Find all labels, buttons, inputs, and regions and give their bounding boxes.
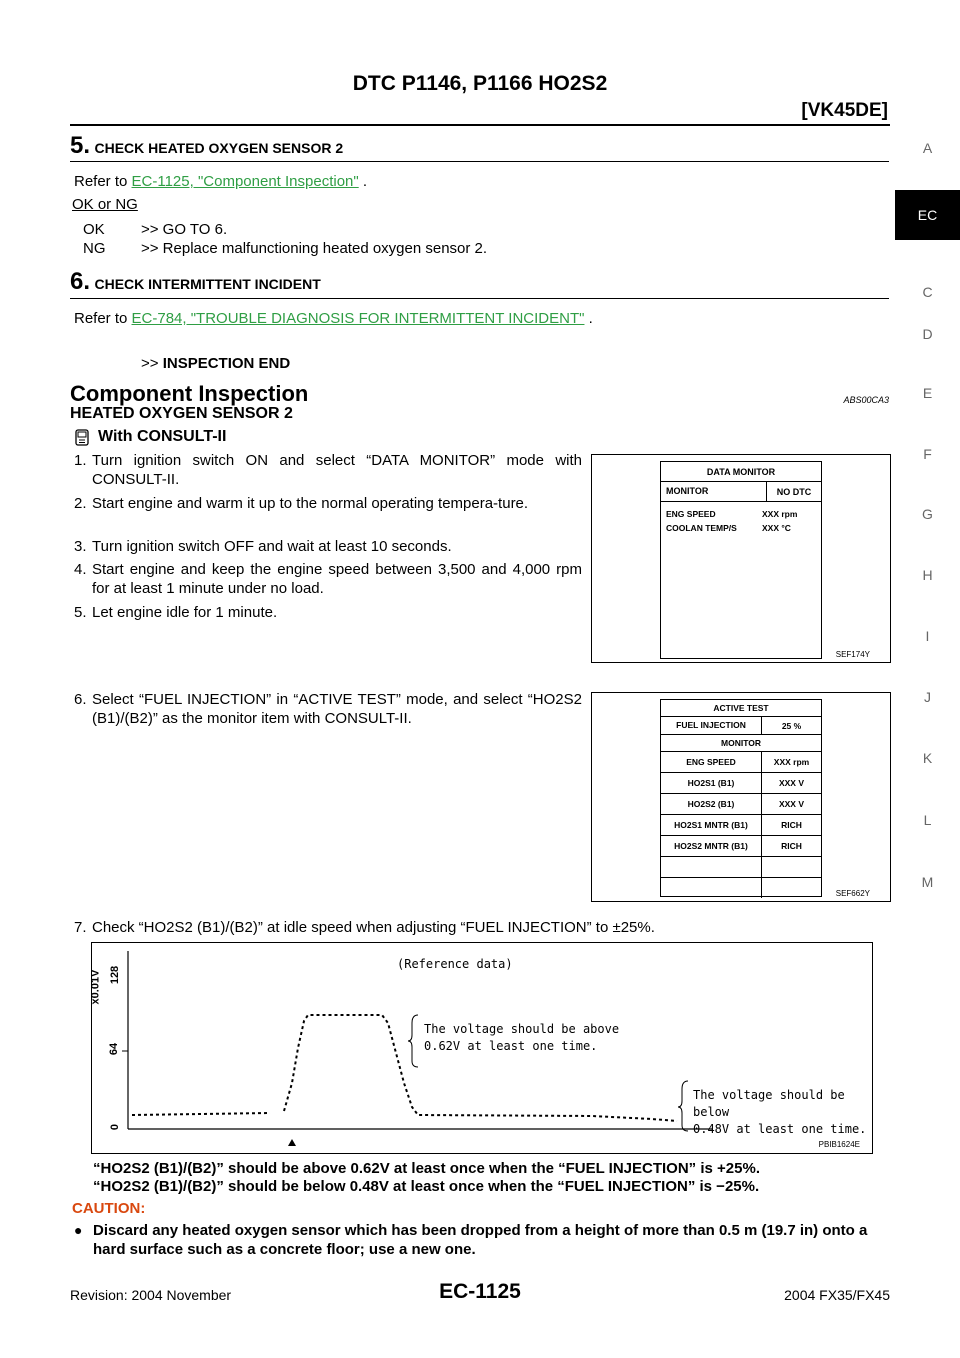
coolant-label: COOLAN TEMP/S <box>666 523 737 533</box>
side-tab-l[interactable]: L <box>923 812 932 828</box>
step5-heading <box>70 132 343 160</box>
monitor-row <box>661 794 821 815</box>
list-item <box>74 451 589 489</box>
coolant-value: XXX °C <box>762 523 791 533</box>
side-tab-d[interactable]: D <box>922 326 933 342</box>
with-consult-label: With CONSULT-II <box>98 428 227 445</box>
caution-label: CAUTION: <box>72 1200 146 1217</box>
screen-col-row <box>661 482 821 502</box>
side-tab-a[interactable]: A <box>922 140 933 156</box>
note-below <box>693 1087 872 1138</box>
bracket-below <box>678 1081 688 1131</box>
list-num: 2. <box>74 495 87 512</box>
result-line-1: “HO2S2 (B1)/(B2)” should be above 0.62V at least once when the “FUEL INJECTION” is +25%. <box>93 1160 760 1177</box>
fuel-injection-row <box>661 717 821 735</box>
side-tab-ec[interactable]: EC <box>895 190 960 240</box>
subsection-title: HEATED OXYGEN SENSOR 2 <box>70 405 293 422</box>
y-tick-0: 0 <box>109 1123 122 1131</box>
with-consult-heading <box>72 427 226 447</box>
reference-label: (Reference data) <box>397 957 513 971</box>
figure-code: PBIB1624E <box>818 1140 860 1149</box>
note-above <box>424 1021 619 1055</box>
caution-text: Discard any heated oxygen sensor which has been dropped from a height of more than 0.5 m (19.7 in) onto a hard surface such as a concrete floor; use a new one. <box>93 1222 868 1258</box>
note-above-line2: 0.62V at least one time. <box>424 1039 598 1053</box>
page-header-title: DTC P1146, P1166 HO2S2 <box>352 72 608 95</box>
y-tick-128: 128 <box>109 965 122 985</box>
note-above-line1: The voltage should be above <box>424 1022 620 1036</box>
monitor-value: XXX V <box>778 799 805 809</box>
side-tab-index <box>895 140 960 910</box>
bullet-icon: ● <box>74 1222 83 1238</box>
list-text: Turn ignition switch ON and select “DATA MONITOR” mode with CONSULT-II. <box>92 452 582 488</box>
refer-prefix: Refer to <box>74 173 128 190</box>
figure-active-test <box>591 692 891 902</box>
step-number: 6. <box>70 268 91 295</box>
list-item <box>74 537 589 556</box>
list-text: Check “HO2S2 (B1)/(B2)” at idle speed when adjusting “FUEL INJECTION” to ±25%. <box>92 919 655 936</box>
link-intermittent-incident[interactable]: EC-784, "TROUBLE DIAGNOSIS FOR INTERMITTENT INCIDENT" <box>131 310 585 327</box>
monitor-value: RICH <box>781 841 802 851</box>
list-text: Let engine idle for 1 minute. <box>92 604 278 621</box>
list-text: Turn ignition switch OFF and wait at least 10 seconds. <box>92 538 452 555</box>
monitor-value: XXX V <box>778 778 805 788</box>
footer-page-number: EC-1125 <box>439 1280 521 1303</box>
section-code: ABS00CA3 <box>843 395 889 405</box>
bracket-above <box>408 1015 418 1067</box>
side-tab-j[interactable]: J <box>924 689 931 705</box>
monitor-label: HO2S2 MNTR (B1) <box>661 836 762 856</box>
figure-data-monitor <box>591 454 891 663</box>
step6-refer <box>74 310 593 327</box>
monitor-value: RICH <box>781 820 802 830</box>
step-rule <box>70 161 889 162</box>
list-num: 5. <box>74 604 87 621</box>
figure-voltage-waveform <box>91 942 873 1154</box>
engine-code: [VK45DE] <box>801 100 888 121</box>
monitor-row-empty <box>661 857 821 878</box>
figure-code: SEF662Y <box>835 889 870 898</box>
data-monitor-screen <box>660 461 822 659</box>
screen-header: ACTIVE TEST <box>661 700 821 717</box>
list-item <box>74 603 589 622</box>
side-tab-k[interactable]: K <box>922 750 933 766</box>
monitor-label: ENG SPEED <box>661 752 762 772</box>
monitor-row <box>661 752 821 773</box>
end-text: INSPECTION END <box>162 355 291 372</box>
list-text: Select “FUEL INJECTION” in “ACTIVE TEST” mode, and select “HO2S2 (B1)/(B2)” as the monitor item with CONSULT-II. <box>92 691 582 727</box>
y-unit-label: x0.01V <box>89 969 102 1005</box>
list-item <box>74 494 589 513</box>
note-below-line2: 0.48V at least one time. <box>693 1122 867 1136</box>
side-tab-m[interactable]: M <box>921 874 934 890</box>
list-num: 1. <box>74 452 87 469</box>
list-num: 6. <box>74 691 87 708</box>
link-component-inspection[interactable]: EC-1125, "Component Inspection" <box>131 173 359 190</box>
list-item <box>74 690 589 728</box>
col-no-dtc: NO DTC <box>776 486 812 497</box>
ok-or-ng-label: OK or NG <box>72 196 138 213</box>
step5-refer <box>74 173 367 190</box>
header-rule <box>70 124 890 126</box>
step-title: CHECK INTERMITTENT INCIDENT <box>94 276 321 292</box>
monitor-row-empty <box>661 878 821 898</box>
footer-revision: Revision: 2004 November <box>70 1287 232 1303</box>
list-item <box>74 560 589 598</box>
list-num: 3. <box>74 538 87 555</box>
result-line-2: “HO2S2 (B1)/(B2)” should be below 0.48V at least once when the “FUEL INJECTION” is −25%. <box>93 1178 760 1195</box>
list-num: 7. <box>74 919 87 936</box>
list-item <box>74 918 874 937</box>
side-tab-f[interactable]: F <box>923 446 932 462</box>
footer-model: 2004 FX35/FX45 <box>784 1287 890 1303</box>
figure-code: SEF174Y <box>835 650 870 659</box>
monitor-header: MONITOR <box>661 735 821 752</box>
list-num: 4. <box>74 561 87 578</box>
side-tab-g[interactable]: G <box>922 506 933 522</box>
side-tab-h[interactable]: H <box>922 567 933 583</box>
marker-triangle <box>288 1139 296 1146</box>
fuel-injection-label: FUEL INJECTION <box>661 717 762 734</box>
note-below-line1: The voltage should be below <box>693 1088 845 1119</box>
step6-heading <box>70 268 321 296</box>
monitor-row <box>661 815 821 836</box>
list-text: Start engine and keep the engine speed between 3,500 and 4,000 rpm for at least 1 minute under no load. <box>92 561 582 597</box>
screen-values <box>661 502 821 535</box>
side-tab-i[interactable]: I <box>925 628 930 644</box>
active-test-screen <box>660 699 822 897</box>
ng-text: >> Replace malfunctioning heated oxygen sensor 2. <box>141 240 488 257</box>
monitor-row <box>661 836 821 857</box>
monitor-value: XXX rpm <box>773 757 810 767</box>
screen-header: DATA MONITOR <box>661 462 821 482</box>
caution-item <box>74 1221 884 1259</box>
ok-label: OK <box>83 221 105 238</box>
consult-tester-icon <box>72 427 92 447</box>
end-prefix: >> <box>141 355 159 372</box>
monitor-label: HO2S1 (B1) <box>661 773 762 793</box>
monitor-label: HO2S1 MNTR (B1) <box>661 815 762 835</box>
y-unit-block <box>89 949 124 1009</box>
eng-speed-value: XXX rpm <box>762 509 798 519</box>
step-title: CHECK HEATED OXYGEN SENSOR 2 <box>94 140 344 156</box>
eng-speed-label: ENG SPEED <box>666 509 716 519</box>
inspection-end <box>141 355 290 372</box>
refer-suffix: . <box>362 173 368 190</box>
col-monitor: MONITOR <box>661 482 767 501</box>
section-title: Component Inspection <box>70 381 309 406</box>
refer-prefix: Refer to <box>74 310 128 327</box>
refer-suffix: . <box>588 310 593 327</box>
monitor-label: HO2S2 (B1) <box>661 794 762 814</box>
ng-label: NG <box>83 240 106 257</box>
ok-text: >> GO TO 6. <box>141 221 228 238</box>
list-text: Start engine and warm it up to the normal operating tempera-ture. <box>92 495 529 512</box>
monitor-row <box>661 773 821 794</box>
y-tick-64: 64 <box>108 1042 121 1056</box>
step-rule <box>70 298 889 299</box>
side-tab-c[interactable]: C <box>922 284 933 300</box>
step-number: 5. <box>70 132 91 159</box>
fuel-injection-value: 25 % <box>781 720 802 731</box>
side-tab-e[interactable]: E <box>922 385 933 401</box>
